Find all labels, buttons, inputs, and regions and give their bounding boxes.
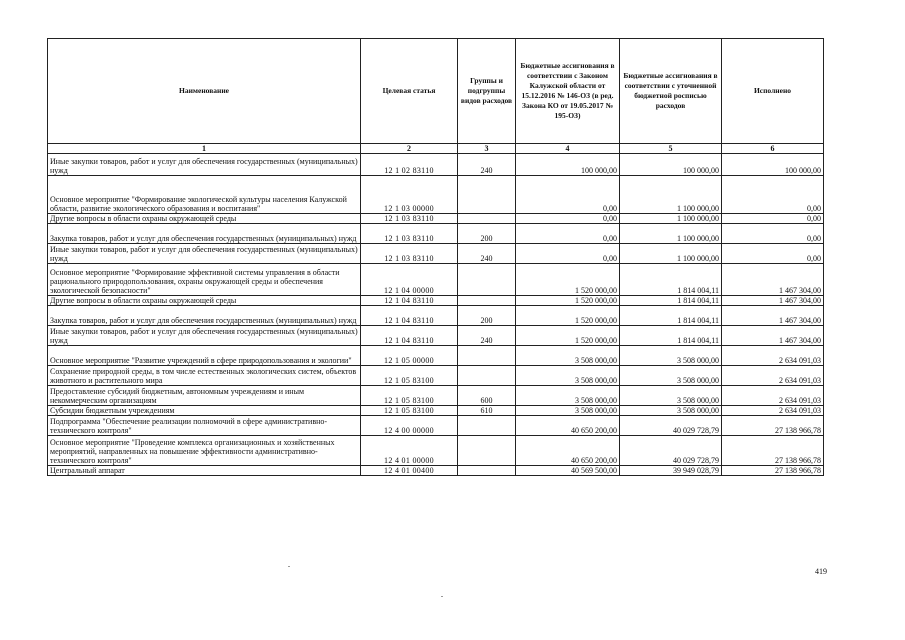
row-executed-amount: 1 467 304,00 bbox=[722, 326, 824, 346]
row-executed-amount: 1 467 304,00 bbox=[722, 306, 824, 326]
row-executed-amount: 2 634 091,03 bbox=[722, 346, 824, 366]
row-revised-amount: 1 100 000,00 bbox=[620, 224, 722, 244]
row-name: Основное мероприятие "Формирование экологической культуры населения Калужской области, развитие экологического образования и воспитания" bbox=[48, 176, 361, 214]
row-target-article: 12 4 01 00400 bbox=[361, 466, 458, 476]
row-target-article: 12 1 04 83110 bbox=[361, 326, 458, 346]
row-expense-group: 240 bbox=[458, 244, 516, 264]
row-executed-amount: 2 634 091,03 bbox=[722, 386, 824, 406]
row-target-article: 12 1 05 83100 bbox=[361, 386, 458, 406]
row-expense-group bbox=[458, 466, 516, 476]
row-name: Предоставление субсидий бюджетным, автономным учреждениям и иным некоммерческим организациям bbox=[48, 386, 361, 406]
row-executed-amount: 0,00 bbox=[722, 176, 824, 214]
row-revised-amount: 1 814 004,11 bbox=[620, 326, 722, 346]
row-name: Основное мероприятие "Формирование эффективной системы управления в области рационального природопользования, охраны окружающей среды и обеспечения экологической безопасности" bbox=[48, 264, 361, 296]
row-law-amount: 3 508 000,00 bbox=[516, 386, 620, 406]
row-revised-amount: 39 949 028,79 bbox=[620, 466, 722, 476]
row-target-article: 12 1 04 83110 bbox=[361, 296, 458, 306]
row-expense-group bbox=[458, 436, 516, 466]
row-name: Основное мероприятие "Проведение комплекса организационных и хозяйственных мероприятий, направленных на повышение эффективности административно-технического контроля" bbox=[48, 436, 361, 466]
row-law-amount: 1 520 000,00 bbox=[516, 326, 620, 346]
table-row bbox=[48, 386, 824, 406]
row-law-amount: 0,00 bbox=[516, 176, 620, 214]
row-revised-amount: 1 814 004,11 bbox=[620, 264, 722, 296]
row-expense-group bbox=[458, 176, 516, 214]
row-law-amount: 1 520 000,00 bbox=[516, 264, 620, 296]
table-row bbox=[48, 224, 824, 244]
column-number: 4 bbox=[516, 144, 620, 154]
scan-speck bbox=[288, 566, 290, 567]
column-number: 2 bbox=[361, 144, 458, 154]
row-revised-amount: 1 100 000,00 bbox=[620, 176, 722, 214]
table-row bbox=[48, 244, 824, 264]
row-executed-amount: 0,00 bbox=[722, 224, 824, 244]
table-row bbox=[48, 176, 824, 214]
row-expense-group: 240 bbox=[458, 154, 516, 176]
row-target-article: 12 1 04 83110 bbox=[361, 306, 458, 326]
row-revised-amount: 3 508 000,00 bbox=[620, 366, 722, 386]
header-expense-groups: Группы и подгруппы видов расходов bbox=[458, 39, 516, 144]
row-expense-group bbox=[458, 214, 516, 224]
row-revised-amount: 1 100 000,00 bbox=[620, 214, 722, 224]
row-target-article: 12 1 05 83100 bbox=[361, 406, 458, 416]
row-revised-amount: 3 508 000,00 bbox=[620, 346, 722, 366]
row-target-article: 12 1 03 83110 bbox=[361, 214, 458, 224]
header-target-article: Целевая статья bbox=[361, 39, 458, 144]
row-name: Подпрограмма "Обеспечение реализации полномочий в сфере административно-технического контроля" bbox=[48, 416, 361, 436]
table-row bbox=[48, 406, 824, 416]
row-target-article: 12 1 02 83110 bbox=[361, 154, 458, 176]
row-executed-amount: 0,00 bbox=[722, 214, 824, 224]
row-law-amount: 1 520 000,00 bbox=[516, 296, 620, 306]
row-target-article: 12 1 03 83110 bbox=[361, 244, 458, 264]
row-law-amount: 40 650 200,00 bbox=[516, 436, 620, 466]
table-row bbox=[48, 264, 824, 296]
table-row bbox=[48, 306, 824, 326]
row-name: Другие вопросы в области охраны окружающей среды bbox=[48, 296, 361, 306]
row-expense-group: 200 bbox=[458, 224, 516, 244]
table-body bbox=[48, 154, 824, 476]
row-revised-amount: 1 100 000,00 bbox=[620, 244, 722, 264]
row-revised-amount: 3 508 000,00 bbox=[620, 386, 722, 406]
row-name: Центральный аппарат bbox=[48, 466, 361, 476]
row-law-amount: 0,00 bbox=[516, 244, 620, 264]
row-executed-amount: 27 138 966,78 bbox=[722, 416, 824, 436]
header-law-allocations: Бюджетные ассигнования в соответствии с Законом Калужской области от 15.12.2016 № 146-ОЗ (в ред. Закона КО от 19.05.2017 № 195-ОЗ) bbox=[516, 39, 620, 144]
row-law-amount: 100 000,00 bbox=[516, 154, 620, 176]
table-row bbox=[48, 416, 824, 436]
row-executed-amount: 1 467 304,00 bbox=[722, 296, 824, 306]
row-target-article: 12 1 03 83110 bbox=[361, 224, 458, 244]
row-name: Закупка товаров, работ и услуг для обеспечения государственных (муниципальных) нужд bbox=[48, 224, 361, 244]
column-number: 6 bbox=[722, 144, 824, 154]
column-number: 1 bbox=[48, 144, 361, 154]
row-law-amount: 1 520 000,00 bbox=[516, 306, 620, 326]
row-target-article: 12 1 05 83100 bbox=[361, 366, 458, 386]
row-revised-amount: 40 029 728,79 bbox=[620, 436, 722, 466]
table-row bbox=[48, 154, 824, 176]
row-revised-amount: 3 508 000,00 bbox=[620, 406, 722, 416]
column-number-row bbox=[48, 144, 824, 154]
row-expense-group bbox=[458, 296, 516, 306]
column-number: 3 bbox=[458, 144, 516, 154]
table-row bbox=[48, 466, 824, 476]
row-revised-amount: 100 000,00 bbox=[620, 154, 722, 176]
row-expense-group bbox=[458, 346, 516, 366]
header-name: Наименование bbox=[48, 39, 361, 144]
row-name: Другие вопросы в области охраны окружающей среды bbox=[48, 214, 361, 224]
row-name: Иные закупки товаров, работ и услуг для обеспечения государственных (муниципальных) нужд bbox=[48, 154, 361, 176]
table-row bbox=[48, 436, 824, 466]
row-expense-group: 240 bbox=[458, 326, 516, 346]
row-name: Иные закупки товаров, работ и услуг для обеспечения государственных (муниципальных) нужд bbox=[48, 326, 361, 346]
row-target-article: 12 1 04 00000 bbox=[361, 264, 458, 296]
row-executed-amount: 27 138 966,78 bbox=[722, 466, 824, 476]
row-executed-amount: 1 467 304,00 bbox=[722, 264, 824, 296]
row-expense-group bbox=[458, 366, 516, 386]
header-revised-allocations: Бюджетные ассигнования в соответствии с уточненной бюджетной росписью расходов bbox=[620, 39, 722, 144]
row-expense-group: 600 bbox=[458, 386, 516, 406]
row-law-amount: 3 508 000,00 bbox=[516, 346, 620, 366]
row-revised-amount: 1 814 004,11 bbox=[620, 306, 722, 326]
row-expense-group bbox=[458, 416, 516, 436]
header-executed: Исполнено bbox=[722, 39, 824, 144]
row-name: Закупка товаров, работ и услуг для обеспечения государственных (муниципальных) нужд bbox=[48, 306, 361, 326]
row-law-amount: 0,00 bbox=[516, 224, 620, 244]
row-executed-amount: 100 000,00 bbox=[722, 154, 824, 176]
budget-table bbox=[47, 38, 824, 476]
table-row bbox=[48, 326, 824, 346]
row-name: Иные закупки товаров, работ и услуг для обеспечения государственных (муниципальных) нужд bbox=[48, 244, 361, 264]
row-name: Субсидии бюджетным учреждениям bbox=[48, 406, 361, 416]
row-executed-amount: 2 634 091,03 bbox=[722, 366, 824, 386]
row-revised-amount: 1 814 004,11 bbox=[620, 296, 722, 306]
row-target-article: 12 1 03 00000 bbox=[361, 176, 458, 214]
column-number: 5 bbox=[620, 144, 722, 154]
row-expense-group: 610 bbox=[458, 406, 516, 416]
row-name: Основное мероприятие "Развитие учреждений в сфере природопользования и экологии" bbox=[48, 346, 361, 366]
table-row bbox=[48, 296, 824, 306]
scan-speck bbox=[441, 596, 443, 597]
row-executed-amount: 0,00 bbox=[722, 244, 824, 264]
table-row bbox=[48, 214, 824, 224]
row-expense-group bbox=[458, 264, 516, 296]
row-law-amount: 3 508 000,00 bbox=[516, 366, 620, 386]
row-law-amount: 40 569 500,00 bbox=[516, 466, 620, 476]
row-executed-amount: 27 138 966,78 bbox=[722, 436, 824, 466]
row-expense-group: 200 bbox=[458, 306, 516, 326]
page-number: 419 bbox=[815, 567, 827, 576]
row-target-article: 12 1 05 00000 bbox=[361, 346, 458, 366]
row-executed-amount: 2 634 091,03 bbox=[722, 406, 824, 416]
row-law-amount: 3 508 000,00 bbox=[516, 406, 620, 416]
row-target-article: 12 4 00 00000 bbox=[361, 416, 458, 436]
table-row bbox=[48, 346, 824, 366]
row-name: Сохранение природной среды, в том числе естественных экологических систем, объектов животного и растительного мира bbox=[48, 366, 361, 386]
row-law-amount: 0,00 bbox=[516, 214, 620, 224]
header-row bbox=[48, 39, 824, 144]
table-row bbox=[48, 366, 824, 386]
row-revised-amount: 40 029 728,79 bbox=[620, 416, 722, 436]
row-target-article: 12 4 01 00000 bbox=[361, 436, 458, 466]
row-law-amount: 40 650 200,00 bbox=[516, 416, 620, 436]
